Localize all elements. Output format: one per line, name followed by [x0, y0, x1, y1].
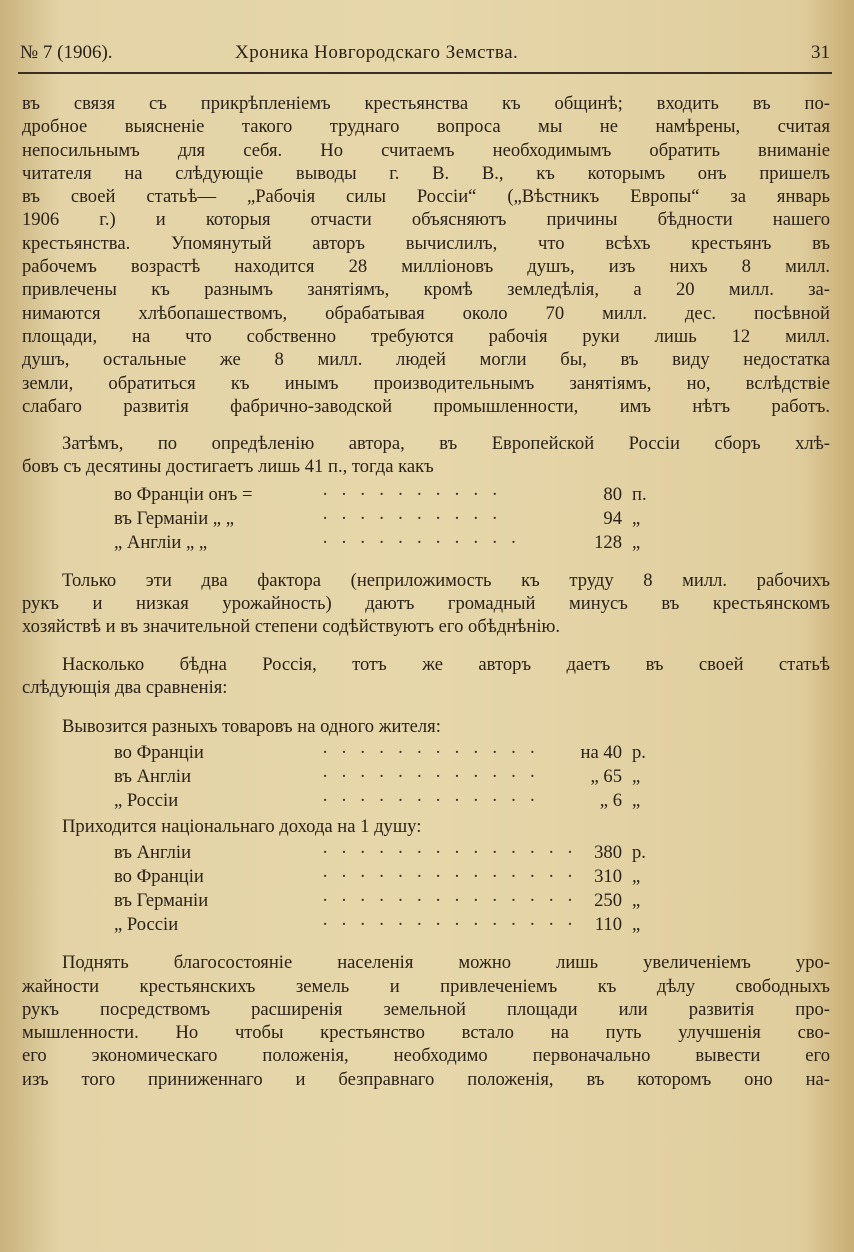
text-line: 1906 г.) и которыя отчасти объясняютъ причины бѣдности нашего — [22, 209, 830, 231]
text-line: читателя на слѣдующіе выводы г. В. В., къ которымъ онъ пришелъ — [22, 162, 830, 184]
text-line: хозяйствѣ и въ значительной степени содѣйствуютъ его обѣднѣнію. — [22, 616, 561, 638]
row-unit: „ — [632, 507, 641, 529]
row-label: „ Россіи — [114, 914, 179, 936]
row-unit: „ — [632, 790, 641, 812]
row-value: 128 — [594, 531, 622, 553]
text-line: жайности крестьянскихъ земель и привлеченіемъ къ дѣлу свободныхъ — [22, 975, 830, 997]
row-unit: „ — [632, 914, 641, 936]
row-unit: п. — [632, 483, 647, 505]
text-line: привлечены къ разнымъ занятіямъ, кромѣ земледѣлія, а 20 милл. за- — [22, 279, 830, 301]
row-value: „ 6 — [599, 790, 622, 812]
text-line: душъ, остальные же 8 милл. людей могли бы, въ виду недостатка — [22, 349, 830, 371]
row-unit: „ — [632, 766, 641, 788]
row-label: въ Германіи „ „ — [114, 507, 234, 529]
text-line: слѣдующія два сравненія: — [22, 676, 228, 698]
text-line: въ своей статьѣ— „Рабочія силы Россіи“ („Вѣстникъ Европы“ за январь — [22, 186, 830, 208]
row-value: 250 — [594, 890, 622, 912]
row-unit: „ — [632, 890, 641, 912]
issue-number: № 7 (1906). — [20, 42, 113, 63]
row-value: „ 65 — [590, 766, 622, 788]
text-line: непосильнымъ для себя. Но считаемъ необходимымъ обратить вниманіе — [22, 139, 830, 161]
leader-dots: · · · · · · · · · · · — [322, 531, 521, 553]
text-line: рукъ посредствомъ расширенія земельной площади или развитія про- — [22, 998, 830, 1020]
journal-title: Хроника Новгородскаго Земства. — [235, 42, 519, 63]
text-line: Только эти два фактора (неприложимость къ труду 8 милл. рабочихъ — [62, 569, 830, 591]
table-row — [22, 889, 830, 913]
text-line: въ связя съ прикрѣпленіемъ крестьянства къ общинѣ; входить въ по- — [22, 93, 830, 114]
text-line: мышленности. Но чтобы крестьянство встало на путь улучшенія сво- — [22, 1022, 830, 1044]
row-unit: р. — [632, 842, 646, 864]
text-line: рукъ и низкая урожайность) даютъ громадный минусъ въ крестьянскомъ — [22, 593, 830, 615]
leader-dots: · · · · · · · · · · · · · · — [322, 842, 578, 864]
table-row — [22, 741, 830, 765]
row-value: на 40 — [580, 742, 622, 764]
table-row — [22, 507, 830, 531]
header-rule — [18, 72, 832, 74]
row-unit: „ — [632, 531, 641, 553]
row-label: во Франціи онъ = — [114, 483, 253, 505]
text-line: крестьянства. Упомянутый авторъ вычислилъ, что всѣхъ крестьянъ въ — [22, 232, 830, 254]
table-row — [22, 841, 830, 865]
text-line: нимаются хлѣбопашествомъ, обрабатывая около 70 милл. дес. посѣвной — [22, 302, 830, 324]
table-row — [22, 483, 830, 507]
row-unit: „ — [632, 866, 641, 888]
text-line: рабочемъ возрастѣ находится 28 милліоновъ душъ, изъ нихъ 8 милл. — [22, 256, 830, 278]
income-table — [22, 841, 830, 937]
paragraph-5 — [22, 951, 830, 1091]
row-unit: р. — [632, 742, 646, 764]
table-row — [22, 913, 830, 937]
leader-dots: · · · · · · · · · · · · · · — [322, 866, 578, 888]
paragraph-3 — [22, 569, 830, 639]
income-heading: Приходится національнаго дохода на 1 душу: — [62, 816, 422, 838]
table-row — [22, 765, 830, 789]
table-row — [22, 531, 830, 555]
row-label: въ Англіи — [114, 766, 192, 788]
page-body — [22, 92, 830, 1091]
text-line: бовъ съ десятины достигаетъ лишь 41 п., тогда какъ — [22, 456, 434, 478]
leader-dots: · · · · · · · · · · · · — [322, 742, 540, 764]
paragraph-4 — [22, 653, 830, 700]
text-line: слабаго развитія фабрично-заводской промышленности, имъ нѣтъ работъ. — [22, 395, 830, 417]
row-label: въ Англіи — [114, 842, 192, 864]
text-line: его экономическаго положенія, необходимо первоначально вывести его — [22, 1045, 830, 1067]
row-label: „ Англіи „ „ — [114, 531, 208, 553]
text-line: Поднять благосостояніе населенія можно лишь увеличеніемъ уро- — [62, 952, 830, 974]
row-label: во Франціи — [114, 866, 204, 888]
row-label: „ Россіи — [114, 790, 179, 812]
leader-dots: · · · · · · · · · · · · — [322, 766, 540, 788]
export-table — [22, 741, 830, 813]
text-line: площади, на что собственно требуются рабочія руки лишь 12 милл. — [22, 325, 830, 347]
row-label: въ Германіи — [114, 890, 209, 912]
row-label: во Франціи — [114, 742, 204, 764]
text-line: земли, обратиться къ инымъ производительнымъ занятіямъ, но, вслѣдствіе — [22, 372, 830, 394]
export-heading: Вывозится разныхъ товаровъ на одного жителя: — [62, 716, 441, 738]
leader-dots: · · · · · · · · · · — [322, 483, 502, 505]
text-line: дробное выясненіе такого труднаго вопроса мы не намѣрены, считая — [22, 116, 830, 138]
paragraph-1 — [22, 92, 830, 418]
leader-dots: · · · · · · · · · · · · · · — [322, 914, 578, 936]
leader-dots: · · · · · · · · · · · · · · — [322, 890, 578, 912]
row-value: 380 — [594, 842, 622, 864]
row-value: 310 — [594, 866, 622, 888]
leader-dots: · · · · · · · · · · — [322, 507, 502, 529]
paragraph-2 — [22, 432, 830, 479]
text-line: изъ того приниженнаго и безправнаго положенія, въ которомъ оно на- — [22, 1068, 830, 1090]
harvest-table — [22, 483, 830, 555]
row-value: 80 — [603, 483, 622, 505]
row-value: 94 — [603, 507, 622, 529]
table-row — [22, 789, 830, 813]
leader-dots: · · · · · · · · · · · · — [322, 790, 540, 812]
text-line: Насколько бѣдна Россія, тотъ же авторъ даетъ въ своей статьѣ — [62, 653, 830, 675]
page-number: 31 — [811, 42, 830, 63]
table-row — [22, 865, 830, 889]
row-value: 110 — [594, 914, 622, 936]
text-line: Затѣмъ, по опредѣленію автора, въ Европейской Россіи сборъ хлѣ- — [62, 433, 830, 455]
